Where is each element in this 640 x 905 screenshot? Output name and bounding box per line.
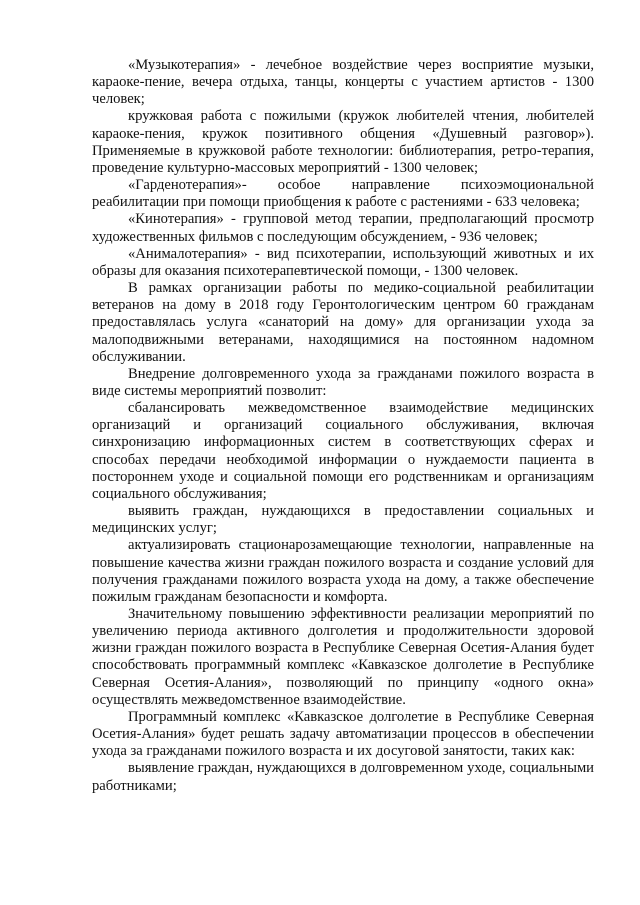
paragraph-efficiency-increase: Значительному повышению эффективности реализации мероприятий по увеличению периода активного долголетия и продолжительности здоровой жизни граждан пожилого возраста в Республике Северная Осетия-Алания будет способствовать программный комплекс «Кавказское долголетие в Республике Северная Осетия-Алания», позволяющий по принципу «одного окна» осуществлять межведомственное взаимодействие. [92, 606, 594, 708]
paragraph-identification: выявление граждан, нуждающихся в долговременном уходе, социальными работниками; [92, 760, 594, 794]
paragraph-music-therapy: «Музыкотерапия» - лечебное воздействие через восприятие музыки, караоке-пение, вечера отдыха, танцы, концерты с участием артистов - 1300 человек; [92, 57, 594, 108]
paragraph-actualize-technologies: актуализировать стационарозамещающие технологии, направленные на повышение качества жизни граждан пожилого возраста и создание условий для получения гражданами пожилого возраста ухода на дому, а также обеспечение пожилым гражданам безопасности и комфорта. [92, 537, 594, 605]
paragraph-balance-interaction: сбалансировать межведомственное взаимодействие медицинских организаций и организаций социального обслуживания, включая синхронизацию информационных систем в соответствующих сферах и способах передачи необходимой информации о нуждаемости пациента в постороннем уходе и социальной помощи его родственникам и организациям социального обслуживания; [92, 400, 594, 502]
paragraph-home-sanatorium: В рамках организации работы по медико-социальной реабилитации ветеранов на дому в 2018 году Геронтологическим центром 60 гражданам предоставлялась услуга «санаторий на дому» для организации ухода за малоподвижными ветеранами, находящимися на постоянном надомном обслуживании. [92, 280, 594, 365]
paragraph-garden-therapy: «Гарденотерапия»- особое направление психоэмоциональной реабилитации при помощи приобщения к работе с растениями - 633 человека; [92, 177, 594, 211]
paragraph-identify-citizens: выявить граждан, нуждающихся в предоставлении социальных и медицинских услуг; [92, 503, 594, 537]
paragraph-club-work: кружковая работа с пожилыми (кружок любителей чтения, любителей караоке-пения, кружок позитивного общения «Душевный разговор»). Применяемые в кружковой работе технологии: библиотерапия, ретро-терапия, проведение культурно-массовых мероприятий - 1300 человек; [92, 108, 594, 176]
paragraph-animal-therapy: «Анималотерапия» - вид психотерапии, использующий животных и их образы для оказания психотерапевтической помощи, - 1300 человек. [92, 245, 594, 279]
paragraph-software-complex: Программный комплекс «Кавказское долголетие в Республике Северная Осетия-Алания» будет решать задачу автоматизации процессов в обеспечении ухода за гражданами пожилого возраста и их досуговой занятости, таких как: [92, 708, 594, 760]
paragraph-cinema-therapy: «Кинотерапия» - групповой метод терапии, предполагающий просмотр художественных фильмов с последующим обсуждением, - 936 человек; [92, 211, 594, 245]
paragraph-long-term-care-intro: Внедрение долговременного ухода за гражданами пожилого возраста в виде системы мероприятий позволит: [92, 365, 594, 399]
